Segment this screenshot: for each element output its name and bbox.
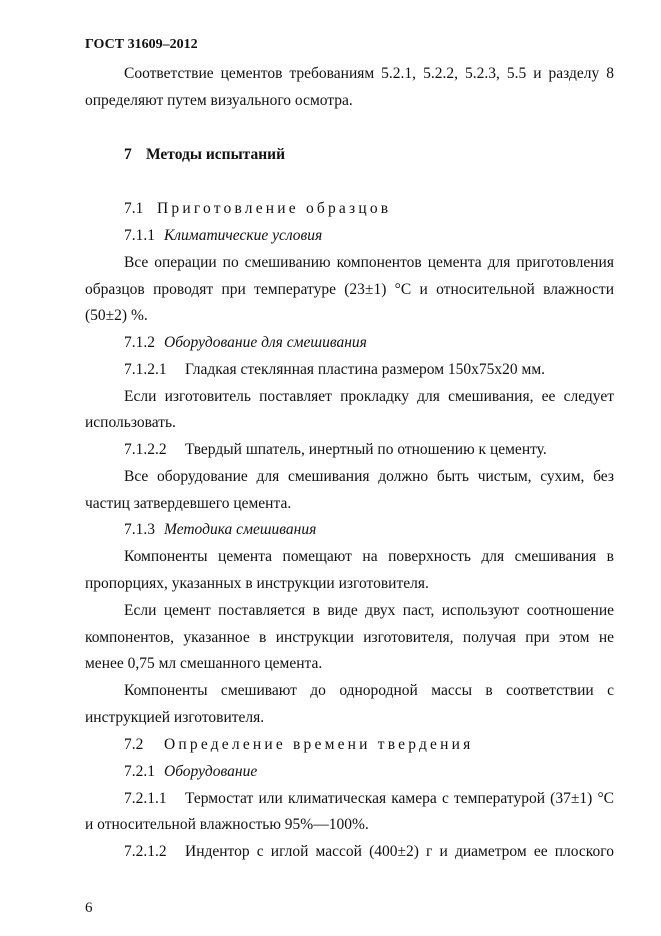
- clause-title: Оборудование для смешивания: [164, 334, 367, 351]
- paragraph-line: компонентов, указанное в инструкции изготовителя, получая при этом не: [85, 629, 614, 646]
- clause-title: Оборудование: [164, 763, 258, 780]
- paragraph-line: Если изготовитель поставляет прокладку для смешивания, ее следует: [124, 388, 614, 405]
- clause-number: 7.1.3: [124, 521, 155, 538]
- paragraph-line: использовать.: [85, 414, 176, 431]
- item-number: 7.1.2.1: [124, 361, 167, 378]
- clause-number: 7.1.1: [124, 227, 155, 244]
- paragraph-line: и относительной влажностью 95%—100%.: [85, 816, 369, 833]
- paragraph-line: Соответствие цементов требованиям 5.2.1, 5.2.2, 5.2.3, 5.5 и разделу 8: [124, 65, 614, 82]
- paragraph-line: определяют путем визуального осмотра.: [85, 92, 353, 109]
- section-title: Методы испытаний: [146, 146, 286, 163]
- paragraph-line: менее 0,75 мл смешанного цемента.: [85, 655, 323, 672]
- subsection-number: 7.2: [124, 736, 144, 753]
- paragraph-line: пропорциях, указанных в инструкции изготовителя.: [85, 575, 429, 592]
- paragraph-line: Если цемент поставляется в виде двух паст, используют соотношение: [124, 602, 614, 619]
- paragraph-line: образцов проводят при температуре (23±1) °С и относительной влажности: [85, 281, 614, 298]
- clause-number: 7.1.2: [124, 334, 155, 351]
- subsection-title: Определение времени твердения: [164, 736, 474, 753]
- paragraph-line: частиц затвердевшего цемента.: [85, 495, 292, 512]
- clause-title: Климатические условия: [164, 227, 323, 244]
- paragraph-line: Компоненты цемента помещают на поверхность для смешивания в: [124, 548, 614, 565]
- item-number: 7.2.1.1: [124, 790, 167, 807]
- section-number: 7: [124, 146, 132, 163]
- paragraph-line: Все оборудование для смешивания должно быть чистым, сухим, без: [124, 468, 614, 485]
- document-header-code: ГОСТ 31609–2012: [85, 37, 198, 52]
- subsection-number: 7.1: [124, 200, 144, 217]
- paragraph-line: (50±2) %.: [85, 307, 148, 324]
- clause-title: Методика смешивания: [164, 521, 317, 538]
- item-text: Твердый шпатель, инертный по отношению к цементу.: [185, 441, 547, 458]
- item-number: 7.2.1.2: [124, 843, 167, 860]
- paragraph-line: Все операции по смешиванию компонентов цемента для приготовления: [124, 254, 614, 271]
- item-text: Индентор с иглой массой (400±2) г и диаметром ее плоского: [185, 843, 614, 860]
- paragraph-line: инструкцией изготовителя.: [85, 709, 265, 726]
- paragraph-line: Компоненты смешивают до однородной массы в соответствии с: [124, 682, 614, 699]
- item-number: 7.1.2.2: [124, 441, 167, 458]
- item-text: Термостат или климатическая камера с температурой (37±1) °С: [185, 790, 614, 807]
- subsection-title: Приготовление образцов: [157, 200, 392, 217]
- page-number: 6: [85, 900, 93, 916]
- item-text: Гладкая стеклянная пластина размером 150x75x20 мм.: [185, 361, 546, 378]
- clause-number: 7.2.1: [124, 763, 155, 780]
